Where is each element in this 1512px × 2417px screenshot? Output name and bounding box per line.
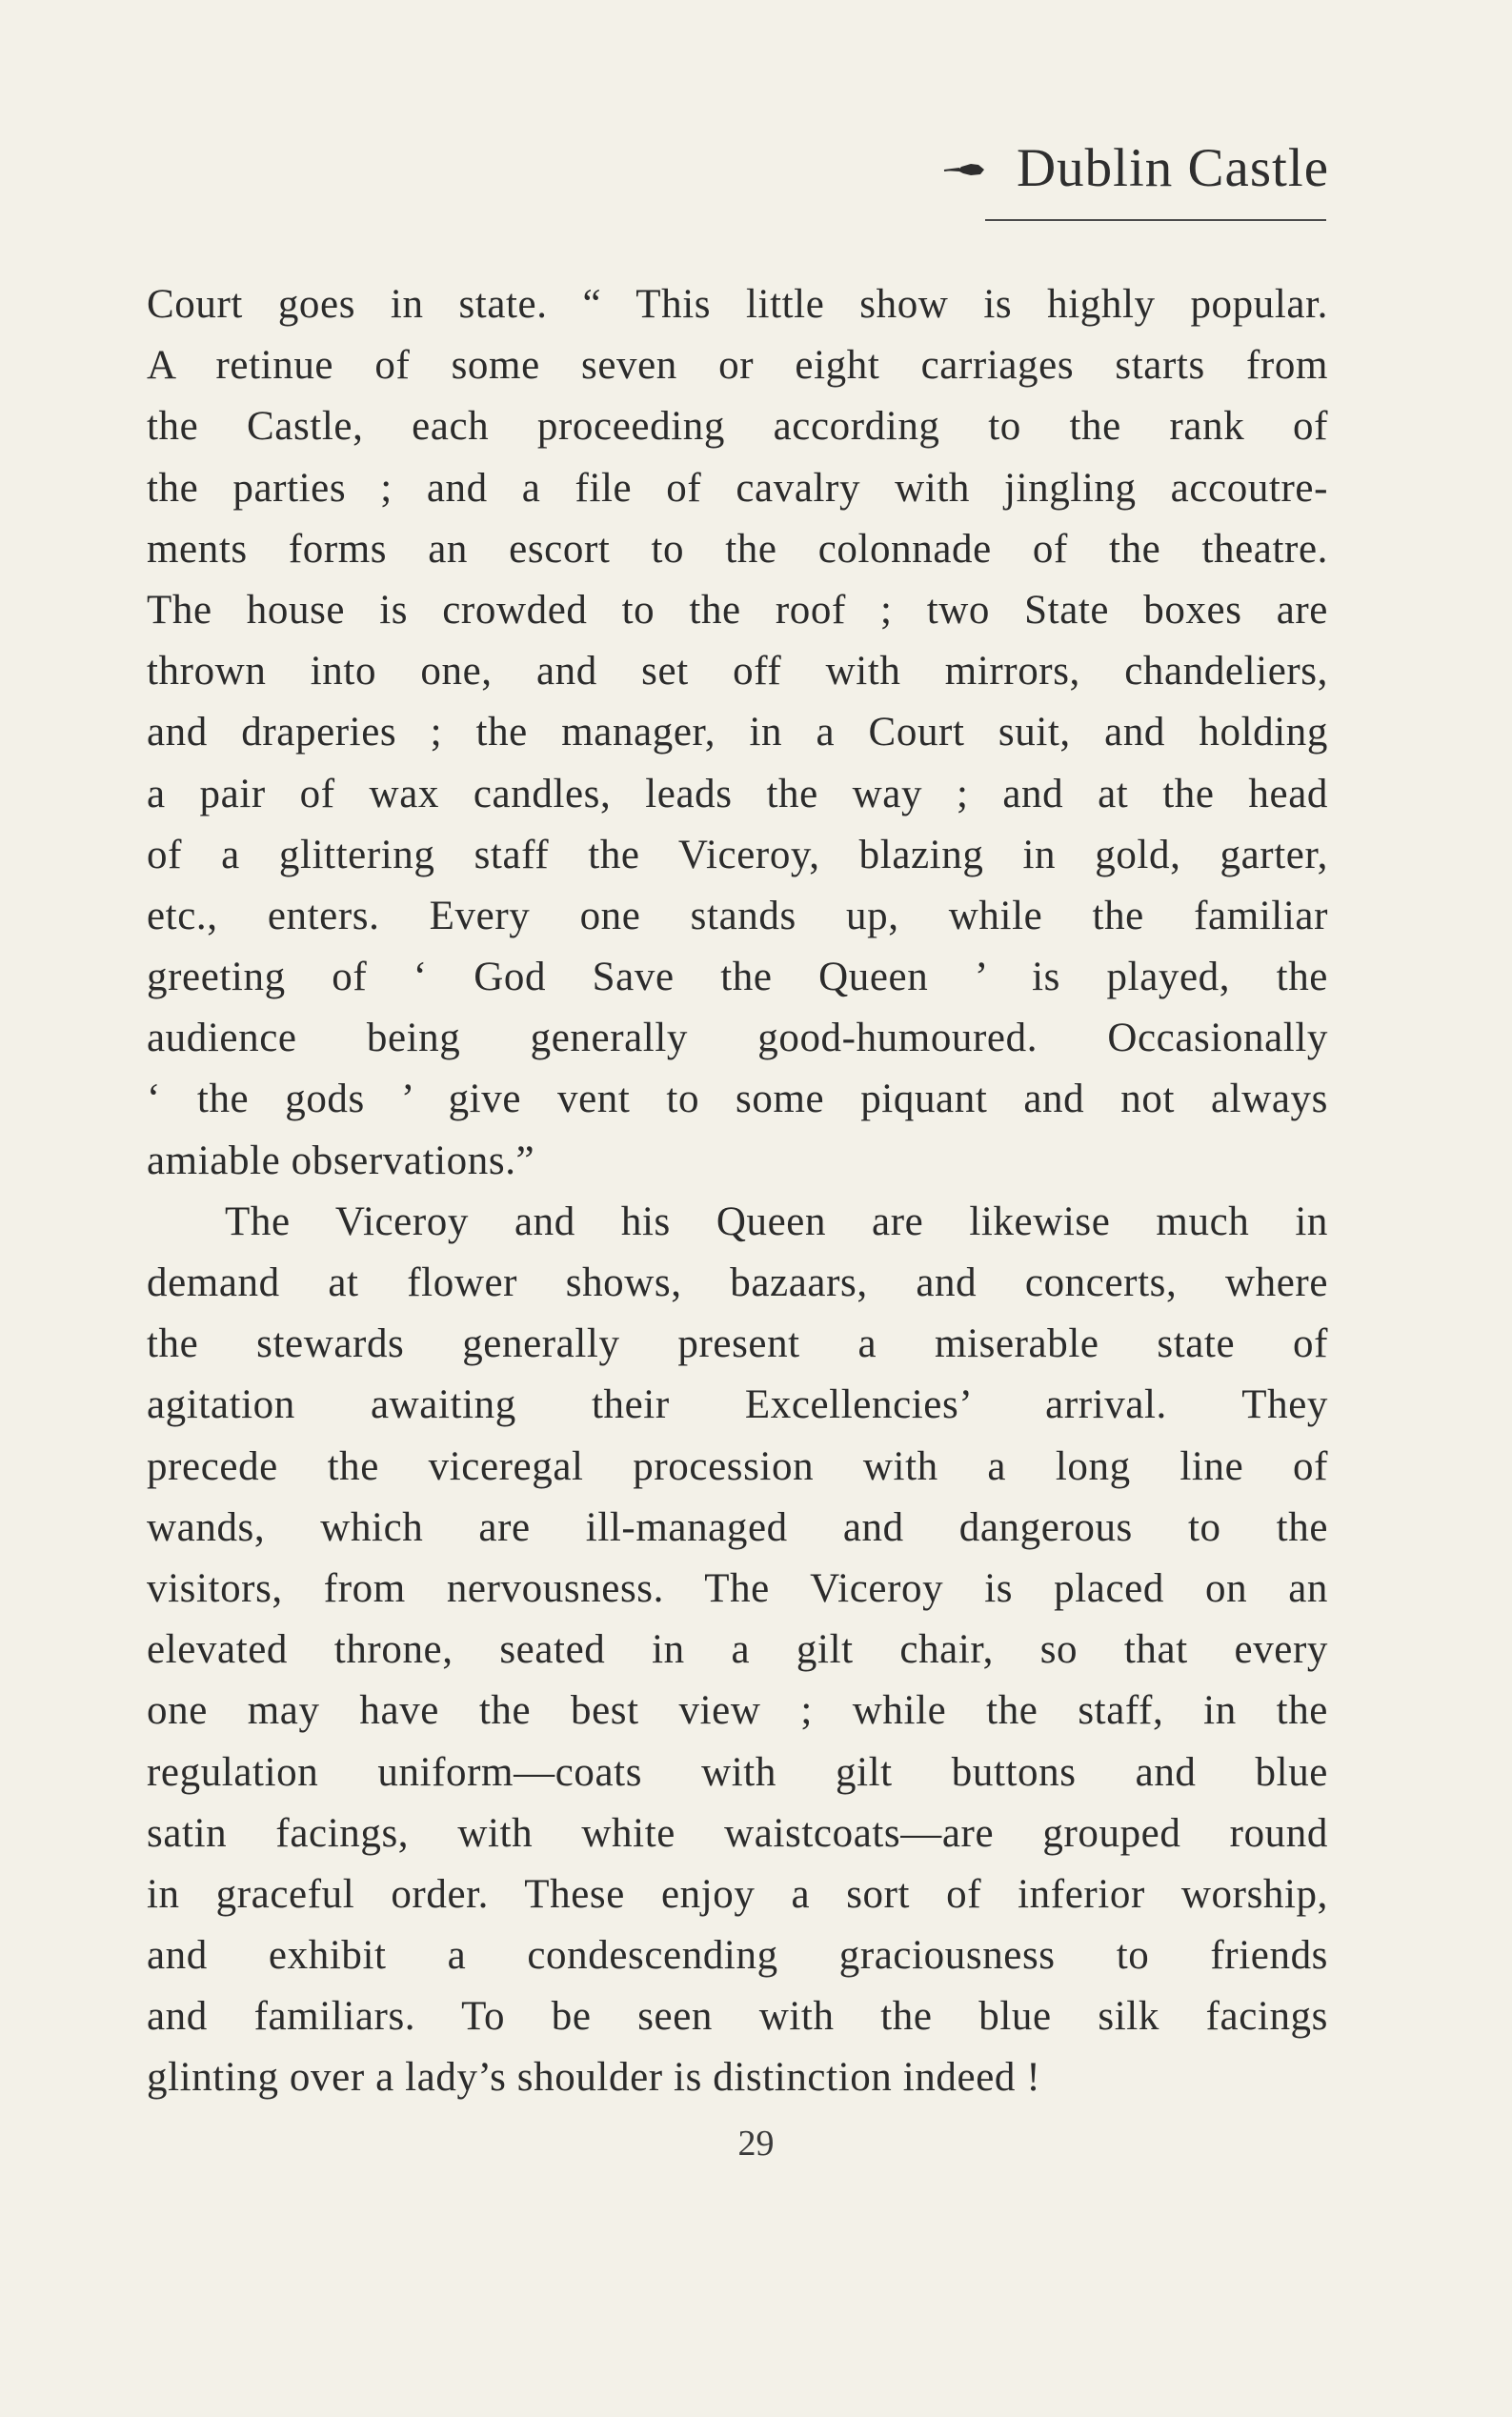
text-line: etc., enters. Every one stands up, while the familiar: [147, 893, 1328, 938]
text-line: satin facings, with white waistcoats—are grouped round: [147, 1810, 1328, 1856]
text-line: greeting of ‘ God Save the Queen ’ is played, the: [147, 955, 1328, 1000]
text-line: amiable observations.”: [147, 1138, 535, 1183]
header-rule: [985, 219, 1326, 221]
text-line: the parties ; and a file of cavalry with jingling accoutre-: [147, 465, 1328, 511]
text-line: the stewards generally present a miserable state of: [147, 1321, 1328, 1367]
running-head: [942, 138, 1329, 198]
text-line: a pair of wax candles, leads the way ; and at the head: [147, 771, 1328, 816]
text-line: ‘ the gods ’ give vent to some piquant and not always: [147, 1077, 1328, 1122]
body-text: [147, 274, 1328, 2109]
text-line: demand at flower shows, bazaars, and concerts, where: [147, 1260, 1328, 1305]
running-title: Dublin Castle: [1016, 138, 1329, 198]
text-line: and exhibit a condescending graciousness to friends: [147, 1933, 1328, 1979]
text-line: precede the viceregal procession with a long line of: [147, 1443, 1328, 1489]
text-line: of a glittering staff the Viceroy, blazing in gold, garter,: [147, 832, 1328, 877]
text-line: visitors, from nervousness. The Viceroy is placed on an: [147, 1565, 1328, 1611]
pointing-hand-icon: [942, 158, 986, 179]
text-line: thrown into one, and set off with mirrors, chandeliers,: [147, 649, 1328, 695]
page-number: 29: [737, 2124, 775, 2164]
text-line: regulation uniform—coats with gilt buttons and blue: [147, 1749, 1328, 1795]
text-line: and draperies ; the manager, in a Court suit, and holding: [147, 710, 1328, 755]
text-line: wands, which are ill-managed and dangerous to the: [147, 1504, 1328, 1550]
text-line: in graceful order. These enjoy a sort of inferior worship,: [147, 1871, 1328, 1917]
text-line: elevated throne, seated in a gilt chair, so that every: [147, 1627, 1328, 1673]
text-line: ments forms an escort to the colonnade of the theatre.: [147, 526, 1328, 572]
text-line: Court goes in state. “ This little show is highly popular.: [147, 282, 1328, 327]
text-line: A retinue of some seven or eight carriages starts from: [147, 343, 1328, 389]
text-line: and familiars. To be seen with the blue silk facings: [147, 1994, 1328, 2040]
text-line: The house is crowded to the roof ; two State boxes are: [147, 587, 1328, 633]
paragraph-first-line: The Viceroy and his Queen are likewise much in: [225, 1198, 1328, 1244]
text-line: audience being generally good-humoured. Occasionally: [147, 1016, 1328, 1061]
text-line: the Castle, each proceeding according to the rank of: [147, 404, 1328, 450]
text-line: glinting over a lady’s shoulder is distinction indeed !: [147, 2055, 1041, 2101]
text-line: one may have the best view ; while the staff, in the: [147, 1688, 1328, 1734]
text-line: agitation awaiting their Excellencies’ arrival. They: [147, 1382, 1328, 1428]
